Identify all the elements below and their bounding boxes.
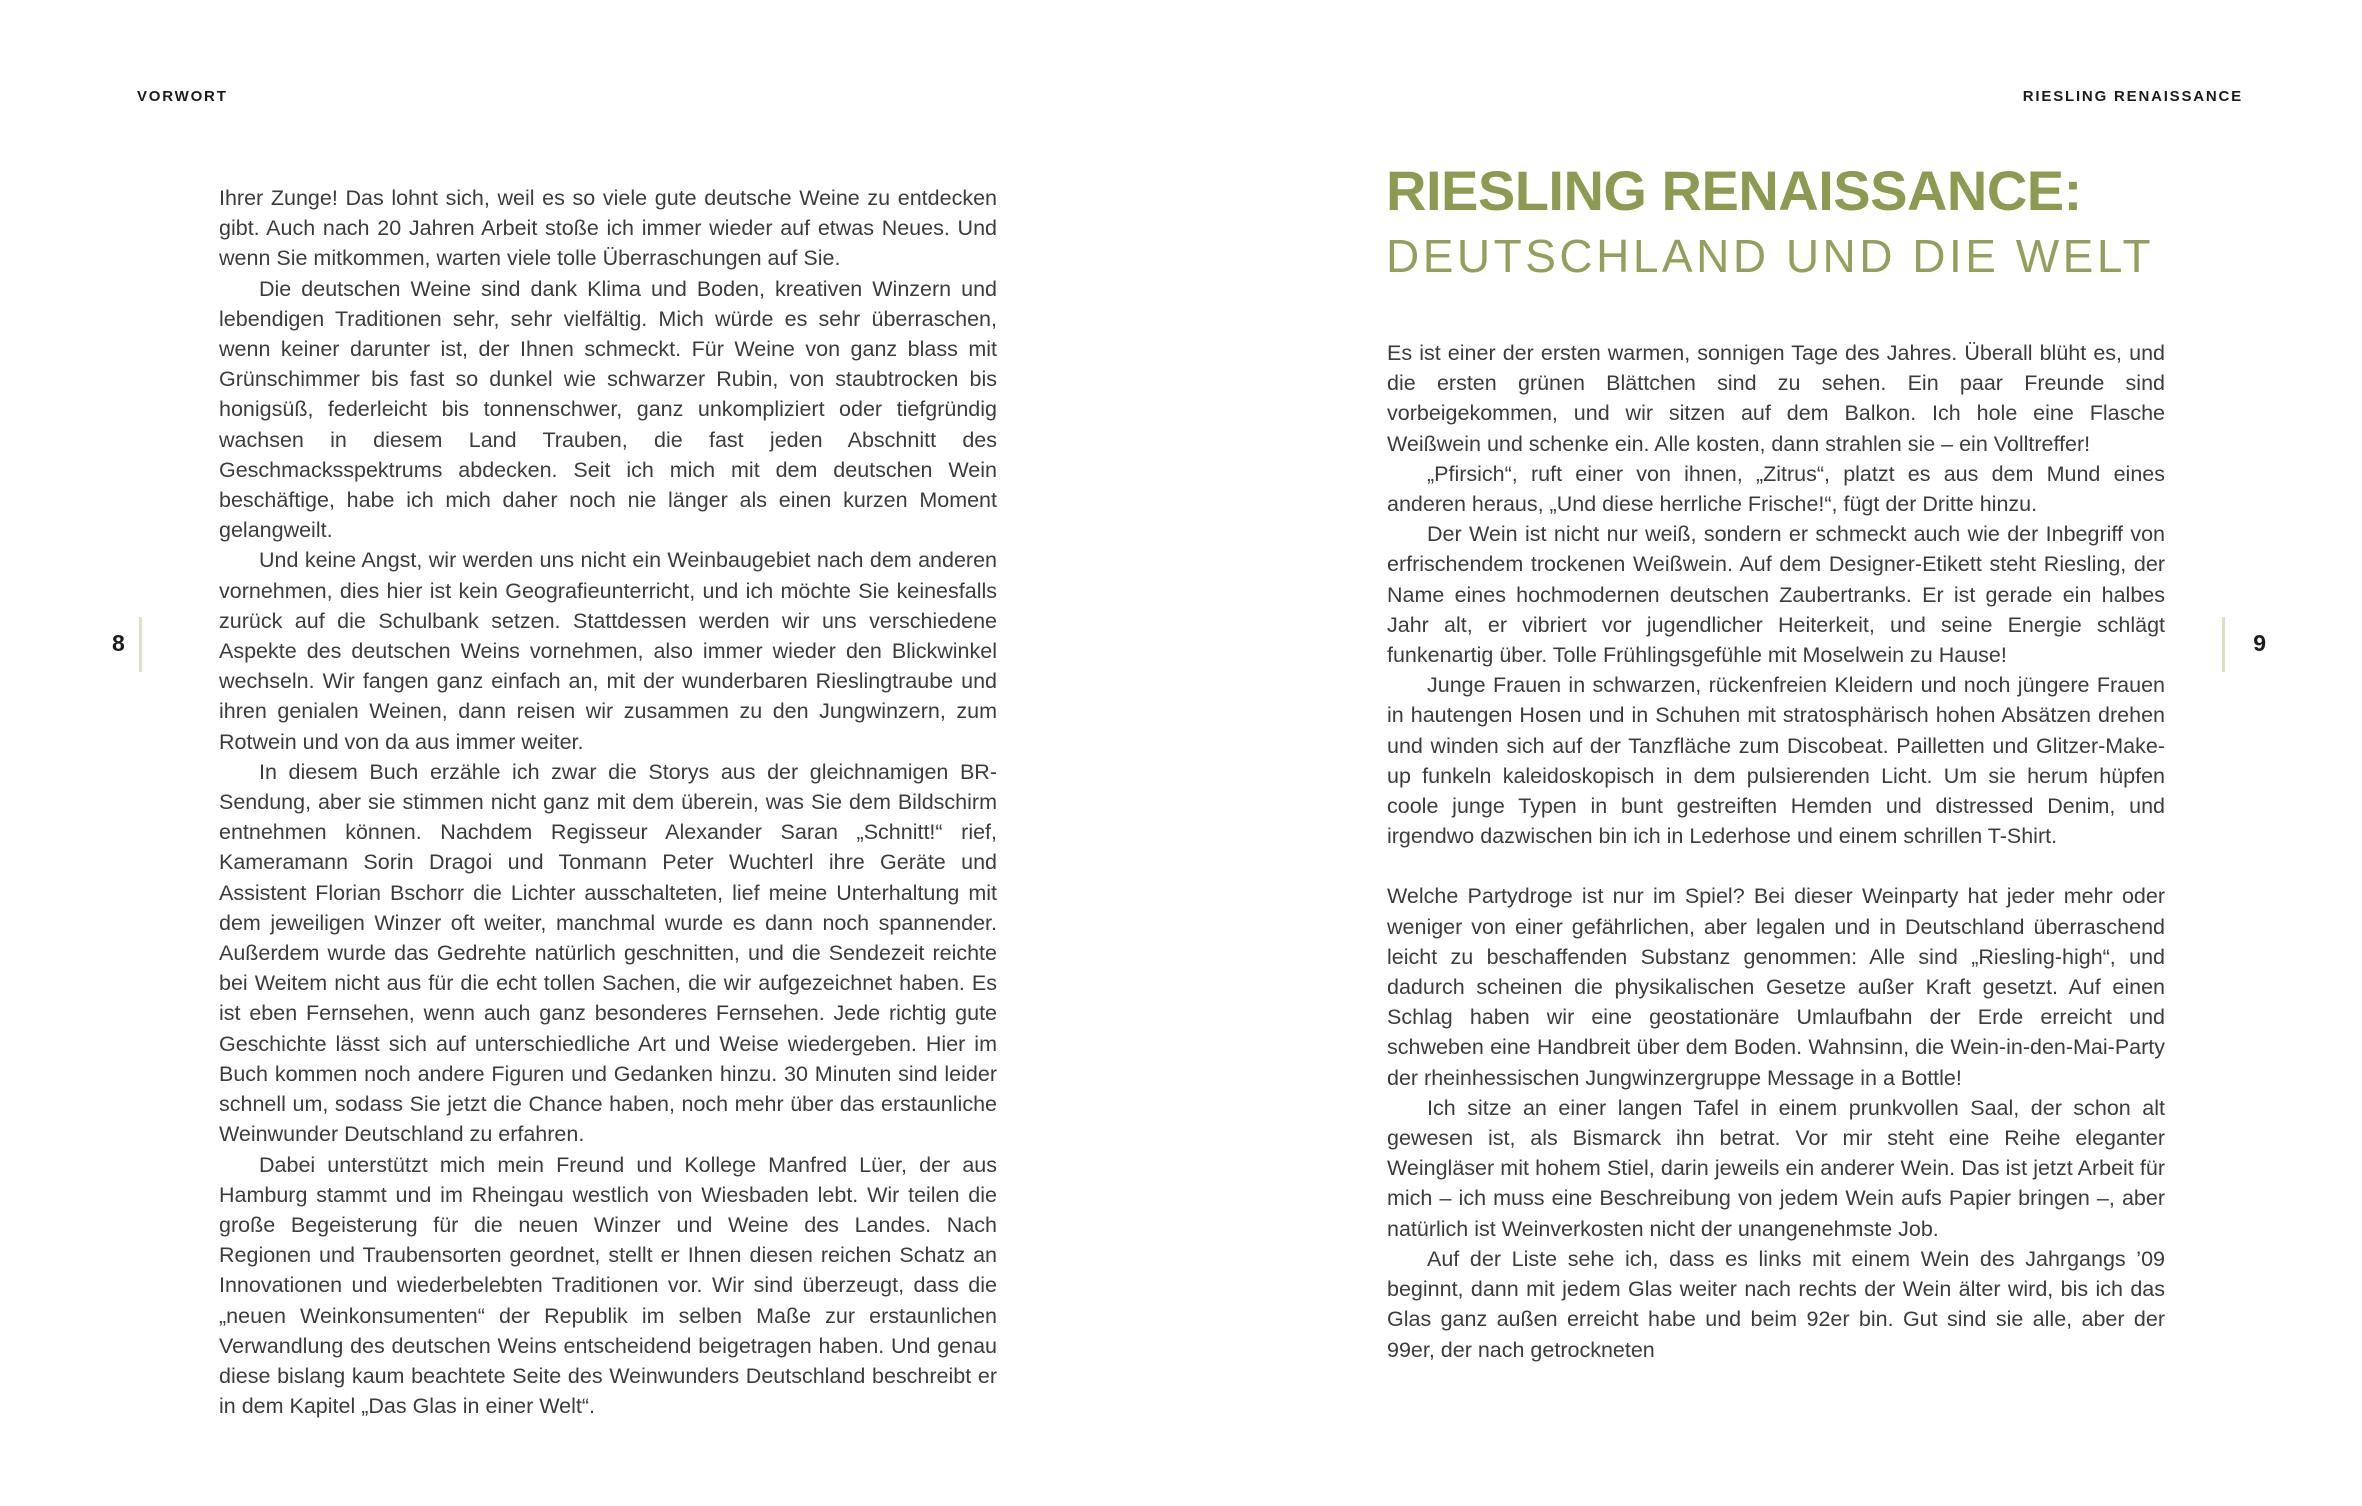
running-head-riesling-renaissance: RIESLING RENAISSANCE xyxy=(2022,88,2243,105)
body-paragraph: Und keine Angst, wir werden uns nicht ein Weinbaugebiet nach dem anderen vornehmen, dies hier ist kein Geografieunterricht, und ich möchte Sie keinesfalls zurück auf die Schulbank setzen. Stattdessen werden wir uns verschiedene Aspekte des deutschen Weins vornehmen, also immer wieder den Blickwinkel wechseln. Wir fangen ganz einfach an, mit der wunderbaren Rieslingtraube und ihren genialen Weinen, dann reisen wir zusammen zu den Jungwinzern, zum Rotwein und von da aus immer weiter. xyxy=(219,548,997,754)
body-paragraph: Die deutschen Weine sind dank Klima und Boden, kreativen Winzern und lebendigen Traditionen sehr, sehr vielfältig. Mich würde es sehr überraschen, wenn keiner darunter ist, der Ihnen schmeckt. Für Weine von ganz blass mit Grünschimmer bis fast so dunkel wie schwarzer Rubin, von staubtrocken bis honigsüß, federleicht bis tonnenschwer, ganz unkompliziert oder tiefgründig wachsen in diesem Land Trauben, die fast jeden Abschnitt des Geschmacksspektrums abdecken. Seit ich mich mit dem deutschen Wein beschäftige, habe ich mich daher noch nie länger als einen kurzen Moment gelangweilt. xyxy=(219,276,997,543)
body-text-column-right xyxy=(1387,338,2165,1365)
body-paragraph: Ihrer Zunge! Das lohnt sich, weil es so viele gute deutsche Weine zu entdecken gibt. Auch nach 20 Jahren Arbeit stoße ich immer wieder auf etwas Neues. Und wenn Sie mitkommen, warten viele tolle Überraschungen auf Sie. xyxy=(219,186,997,271)
body-paragraph: Junge Frauen in schwarzen, rückenfreien Kleidern und noch jüngere Frauen in hautengen Hosen und in Schuhen mit stratosphärisch hohen Absätzen drehen und winden sich auf der Tanzfläche zum Discobeat. Pailletten und Glitzer-Make-up funkeln kaleidoskopisch in dem pulsierenden Licht. Um sie herum hüpfen coole junge Typen in bunt gestreiften Hemden und distressed Denim, und irgendwo dazwischen bin ich in Lederhose und einem schrillen T-Shirt. xyxy=(1387,673,2165,849)
page-number-left: 8 xyxy=(112,630,125,656)
page-number-rule-right xyxy=(2222,617,2225,672)
running-head-vorwort: VORWORT xyxy=(137,88,228,105)
body-paragraph: Ich sitze an einer langen Tafel in einem prunkvollen Saal, der schon alt gewesen ist, als Bismarck ihn betrat. Vor mir steht eine Reihe eleganter Weingläser mit hohem Stiel, darin jeweils ein anderer Wein. Das ist jetzt Arbeit für mich – ich muss eine Beschreibung von jedem Wein aufs Papier bringen –, aber natürlich ist Weinverkosten nicht der unangenehmste Job. xyxy=(1387,1095,2165,1241)
body-paragraph: „Pfirsich“, ruft einer von ihnen, „Zitrus“, platzt es aus dem Mund eines anderen heraus, „Und diese herrliche Frische!“, fügt der Dritte hinzu. xyxy=(1387,461,2165,517)
body-paragraph: Dabei unterstützt mich mein Freund und Kollege Manfred Lüer, der aus Hamburg stammt und im Rheingau westlich von Wiesbaden lebt. Wir teilen die große Begeisterung für die neuen Winzer und Weine des Landes. Nach Regionen und Traubensorten geordnet, stellt er Ihnen diesen reichen Schatz an Innovationen und wiederbelebten Traditionen vor. Wir sind überzeugt, dass die „neuen Weinkonsumenten“ der Republik im selben Maße zur erstaunlichen Verwandlung des deutschen Weins entscheidend beigetragen haben. Und genau diese bislang kaum beachtete Seite des Weinwunders Deutschland beschreibt er in dem Kapitel „Das Glas in einer Welt“. xyxy=(219,1152,997,1419)
body-text-column-left xyxy=(219,183,997,1421)
body-paragraph: Der Wein ist nicht nur weiß, sondern er schmeckt auch wie der Inbegriff von erfrischendem trockenen Weißwein. Auf dem Designer-Etikett steht Riesling, der Name eines hochmodernen deutschen Zaubertranks. Er ist gerade ein halbes Jahr alt, er vibriert vor jugendlicher Heiterkeit, und seine Energie schlägt funkenartig über. Tolle Frühlingsgefühle mit Moselwein zu Hause! xyxy=(1387,522,2165,668)
chapter-title-subtitle: DEUTSCHLAND UND DIE WELT xyxy=(1386,230,2155,282)
page-number-rule-left xyxy=(139,617,142,672)
body-paragraph: In diesem Buch erzähle ich zwar die Storys aus der gleichnamigen BR-Sendung, aber sie stimmen nicht ganz mit dem überein, was Sie dem Bildschirm entnehmen können. Nachdem Regisseur Alexander Saran „Schnitt!“ rief, Kameramann Sorin Dragoi und Tonmann Peter Wuchterl ihre Geräte und Assistent Florian Bschorr die Lichter ausschalteten, lief meine Unterhaltung mit dem jeweiligen Winzer oft weiter, manchmal wurde es dann noch spannender. Außerdem wurde das Gedrehte natürlich geschnitten, und die Sendezeit reichte bei Weitem nicht aus für die echt tollen Sachen, die wir aufgezeichnet haben. Es ist eben Fernsehen, wenn auch ganz besonderes Fernsehen. Jede richtig gute Geschichte lässt sich auf unterschiedliche Art und Weise wiedergeben. Hier im Buch kommen noch andere Figuren und Gedanken hinzu. 30 Minuten sind leider schnell um, sodass Sie jetzt die Chance haben, noch mehr über das erstaunliche Weinwunder Deutschland zu erfahren. xyxy=(219,759,997,1147)
chapter-title-main: RIESLING RENAISSANCE: xyxy=(1386,159,2082,222)
page-number-right: 9 xyxy=(2253,630,2266,656)
chapter-title xyxy=(1386,159,2155,282)
body-paragraph: Welche Partydroge ist nur im Spiel? Bei dieser Weinparty hat jeder mehr oder weniger von einer gefährlichen, aber legalen und in Deutschland überraschend leicht zu beschaffenden Substanz genommen: Alle sind „Riesling-high“, und dadurch scheinen die physikalischen Gesetze außer Kraft gesetzt. Auf einen Schlag haben wir eine geostationäre Umlaufbahn der Erde erreicht und schweben eine Handbreit über dem Boden. Wahnsinn, die Wein-in-den-Mai-Party der rheinhessischen Jungwinzergruppe Message in a Bottle! xyxy=(1387,884,2165,1090)
body-paragraph: Es ist einer der ersten warmen, sonnigen Tage des Jahres. Überall blüht es, und die ersten grünen Blättchen sind zu sehen. Ein paar Freunde sind vorbeigekommen, und wir sitzen auf dem Balkon. Ich hole eine Flasche Weißwein und schenke ein. Alle kosten, dann strahlen sie – ein Volltreffer! xyxy=(1387,341,2165,456)
body-paragraph: Auf der Liste sehe ich, dass es links mit einem Wein des Jahrgangs ’09 beginnt, dann mit jedem Glas weiter nach rechts der Wein älter wird, bis ich das Glas ganz außen erreicht habe und beim 92er bin. Gut sind sie alle, aber der 99er, der nach getrockneten xyxy=(1387,1246,2165,1362)
page-right xyxy=(1181,0,2362,1506)
